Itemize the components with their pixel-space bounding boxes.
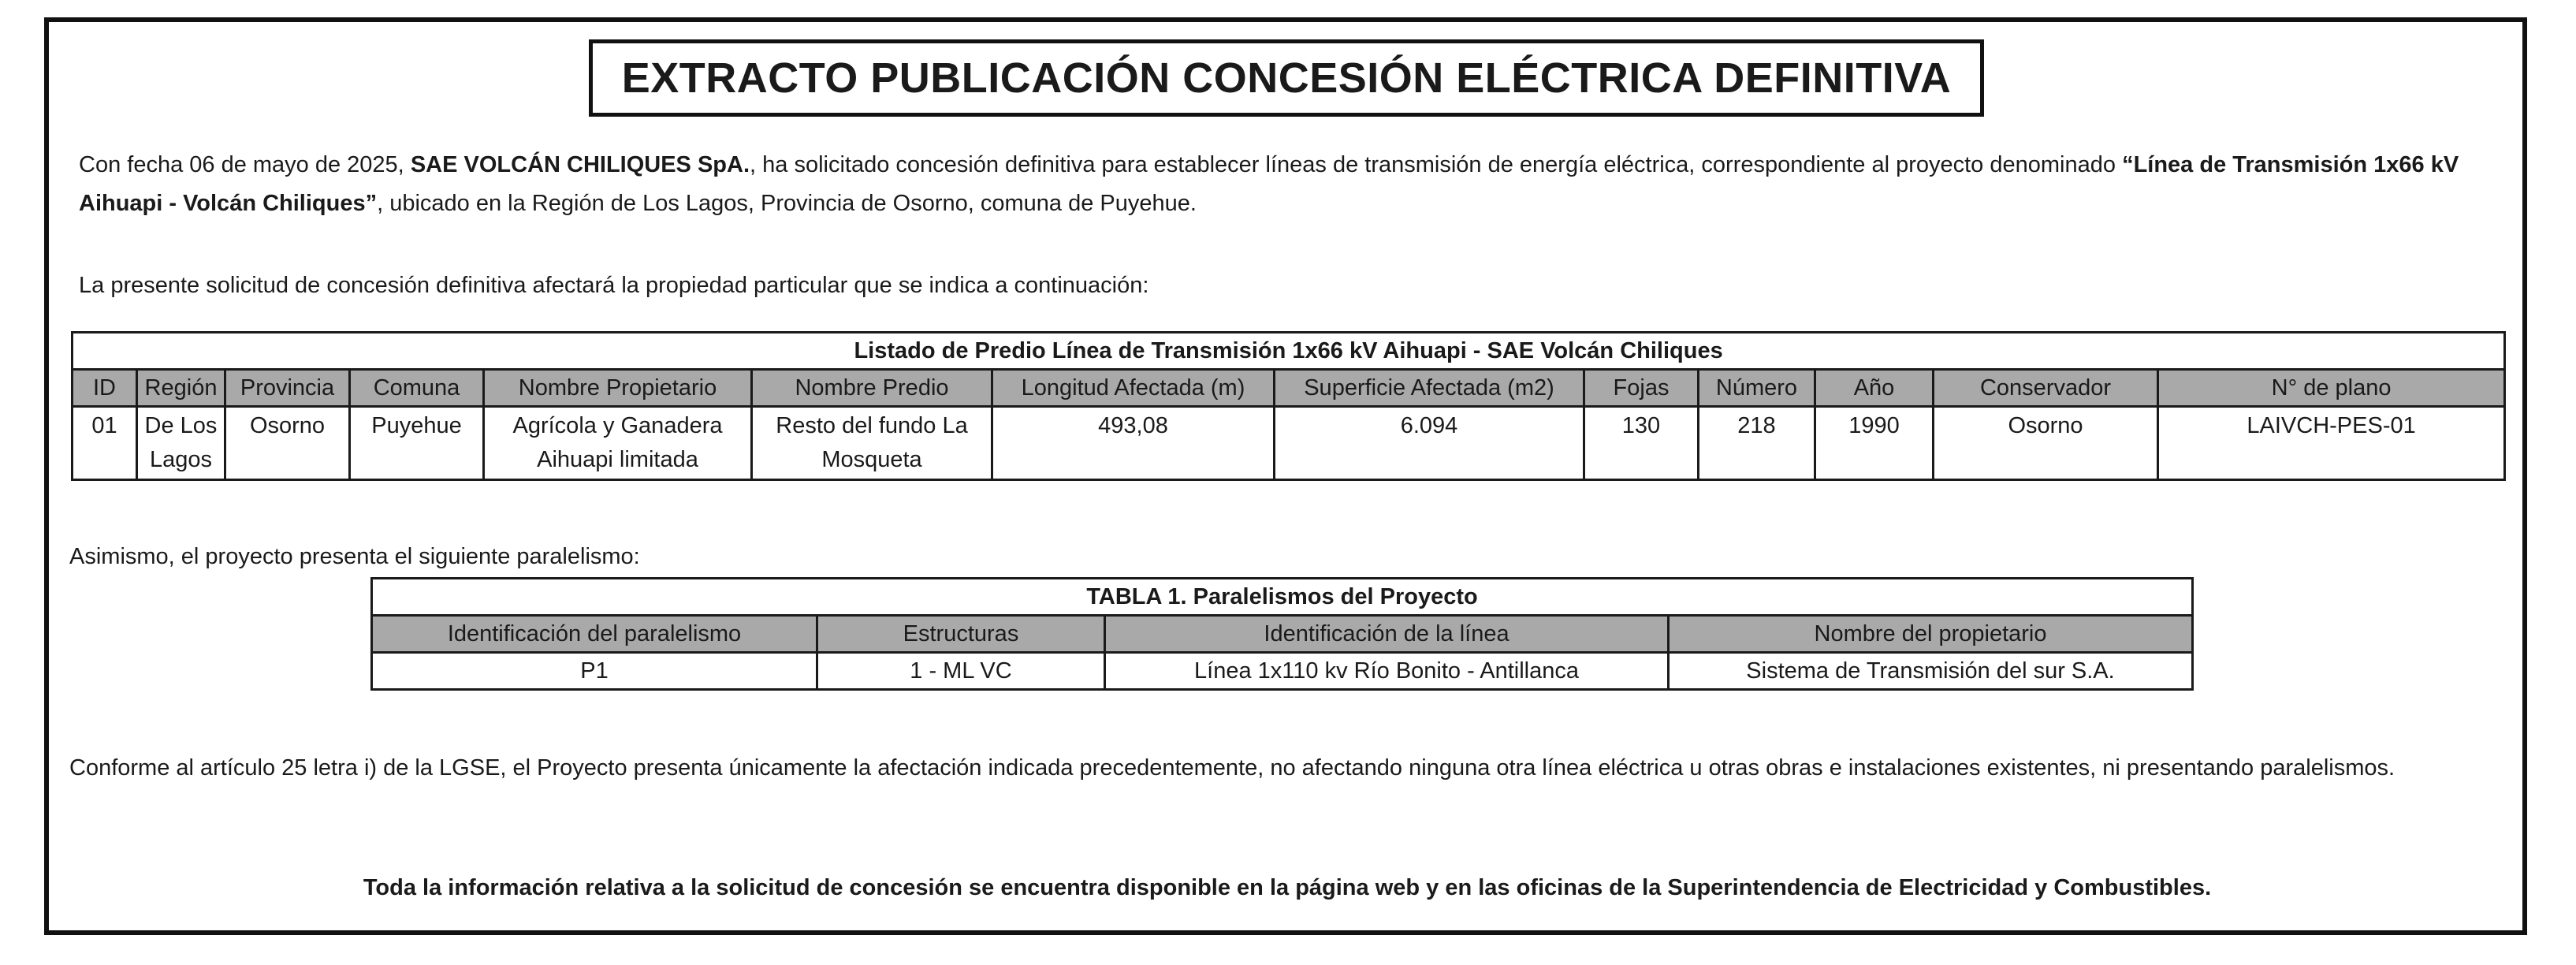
table-cell: Puyehue (350, 407, 484, 480)
table-cell: Sistema de Transmisión del sur S.A. (1669, 653, 2193, 690)
header-cell: Año (1815, 370, 1934, 407)
header-cell: Estructuras (817, 616, 1105, 653)
table-row (372, 653, 2193, 690)
table-cell: 1990 (1815, 407, 1934, 480)
notice-title: EXTRACTO PUBLICACIÓN CONCESIÓN ELÉCTRICA DEFINITIVA (589, 39, 1984, 117)
table-cell: 493,08 (992, 407, 1275, 480)
header-cell: Conservador (1934, 370, 2158, 407)
predio-header-row (73, 370, 2505, 407)
affect-paragraph: La presente solicitud de concesión definitiva afectará la propiedad particular que se indica a continuación: (79, 273, 1149, 298)
header-cell: Fojas (1584, 370, 1699, 407)
intro-paragraph (79, 146, 2507, 223)
table-cell: Osorno (225, 407, 350, 480)
header-cell: Nombre Predio (752, 370, 992, 407)
table-cell: Osorno (1934, 407, 2158, 480)
table-cell: 01 (73, 407, 137, 480)
table-cell: P1 (372, 653, 817, 690)
table-cell: Línea 1x110 kv Río Bonito - Antillanca (1105, 653, 1669, 690)
intro-text-2: , ha solicitado concesión definitiva para establecer líneas de transmisión de energía eléctrica, correspondiente al proyecto denominado (750, 152, 2123, 177)
header-cell: Nombre del propietario (1669, 616, 2193, 653)
header-cell: Provincia (225, 370, 350, 407)
table-cell: De Los Lagos (137, 407, 225, 480)
header-cell: ID (73, 370, 137, 407)
project-name: “Línea de Transmisión 1x66 kV Aihuapi - Volcán Chiliques” (79, 152, 2459, 216)
paralelismo-table-caption: TABLA 1. Paralelismos del Proyecto (372, 579, 2193, 616)
header-cell: Superficie Afectada (m2) (1275, 370, 1584, 407)
header-cell: Comuna (350, 370, 484, 407)
table-cell: 130 (1584, 407, 1699, 480)
table-cell: LAIVCH-PES-01 (2158, 407, 2505, 480)
table-cell: 218 (1699, 407, 1815, 480)
header-cell: Región (137, 370, 225, 407)
table-cell: Resto del fundo La Mosqueta (752, 407, 992, 480)
header-cell: Longitud Afectada (m) (992, 370, 1275, 407)
paralelismo-table (370, 577, 2194, 691)
table-row (73, 407, 2505, 480)
header-cell: N° de plano (2158, 370, 2505, 407)
header-cell: Identificación del paralelismo (372, 616, 817, 653)
table-cell: 1 - ML VC (817, 653, 1105, 690)
predio-table-caption: Listado de Predio Línea de Transmisión 1x66 kV Aihuapi - SAE Volcán Chiliques (73, 333, 2505, 370)
header-cell: Nombre Propietario (484, 370, 752, 407)
header-cell: Identificación de la línea (1105, 616, 1669, 653)
table-cell: 6.094 (1275, 407, 1584, 480)
predio-table (71, 331, 2506, 481)
intro-text-1: Con fecha 06 de mayo de 2025, (79, 152, 411, 177)
parallel-paragraph: Asimismo, el proyecto presenta el siguiente paralelismo: (69, 544, 640, 569)
conforme-paragraph: Conforme al artículo 25 letra i) de la LGSE, el Proyecto presenta únicamente la afectación indicada precedentemente, no afectando ninguna otra línea eléctrica u otras obras e instalaciones existentes, ni presentando paralelismos. (69, 755, 2395, 781)
table-cell: Agrícola y Ganadera Aihuapi limitada (484, 407, 752, 480)
paralelismo-header-row (372, 616, 2193, 653)
intro-text-3: , ubicado en la Región de Los Lagos, Provincia de Osorno, comuna de Puyehue. (377, 191, 1197, 216)
footer-note: Toda la información relativa a la solicitud de concesión se encuentra disponible en la página web y en las oficinas de la Superintendencia de Electricidad y Combustibles. (363, 875, 2212, 900)
header-cell: Número (1699, 370, 1815, 407)
company-name: SAE VOLCÁN CHILIQUES SpA. (410, 152, 750, 177)
